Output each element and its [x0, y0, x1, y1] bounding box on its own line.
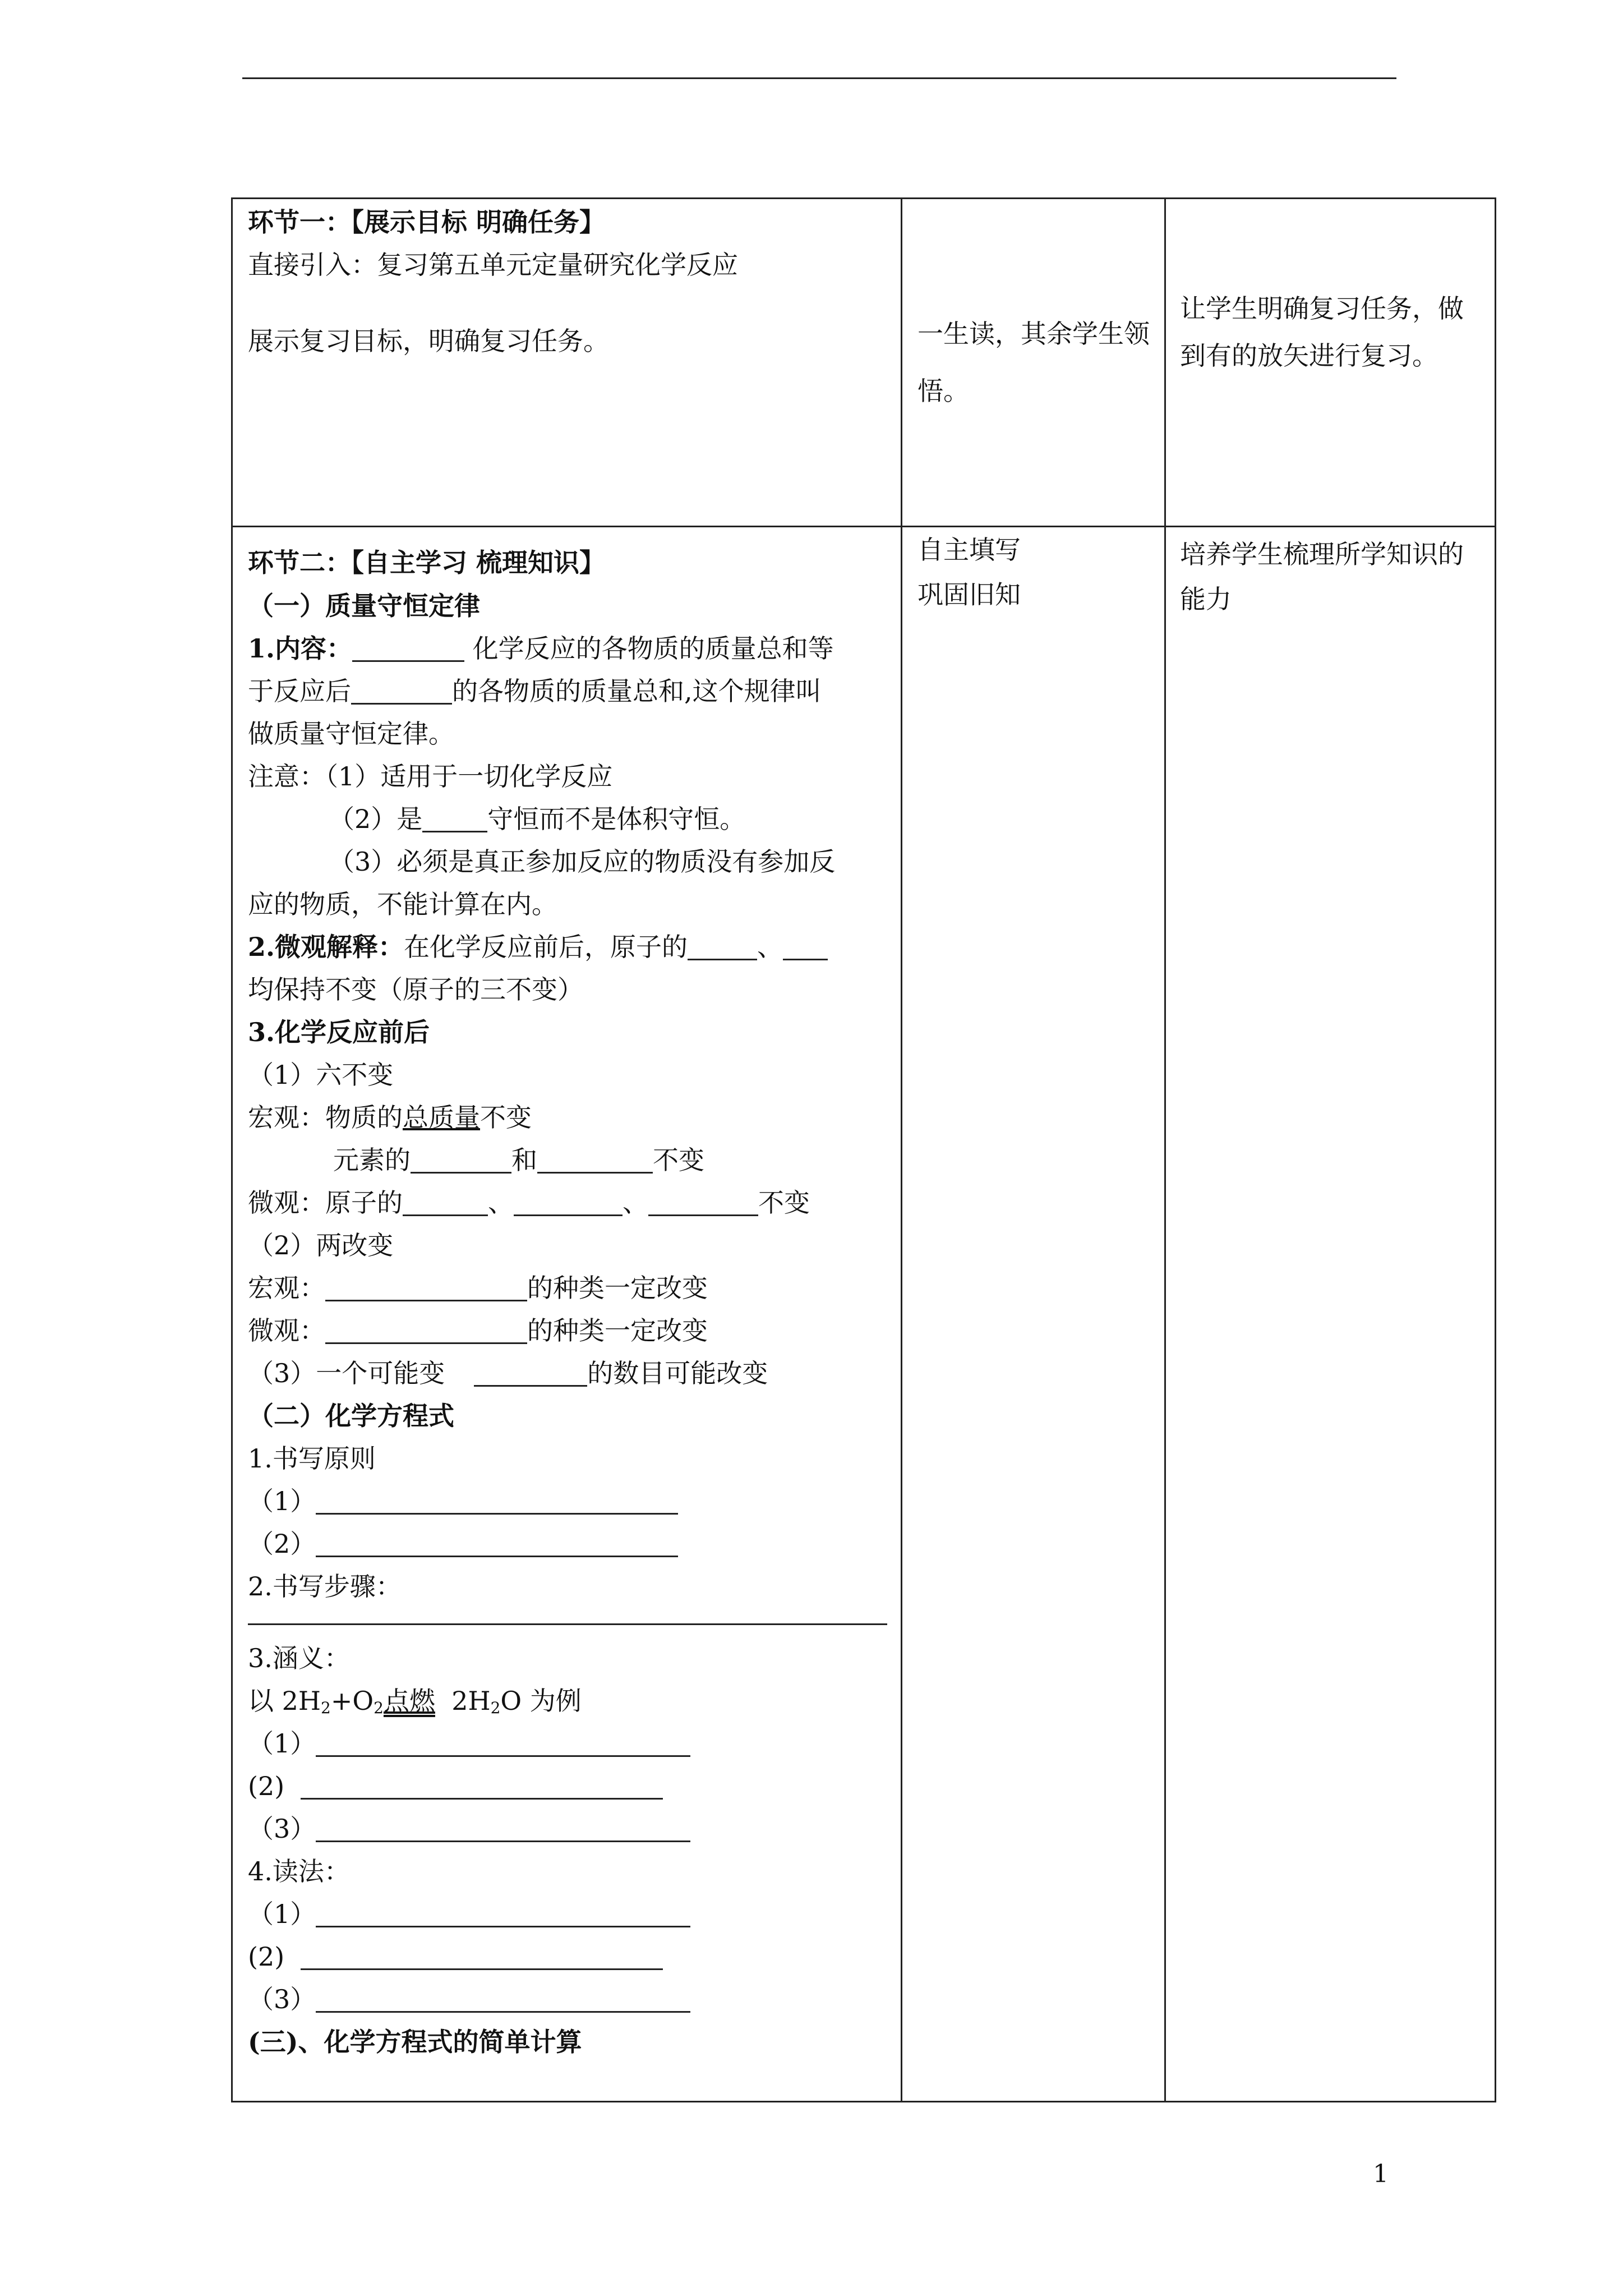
reading-item-1: （1） — [248, 1893, 898, 1935]
equation-example: 以 $2H_2+O_2$点燃 $2H_2O$ 为例 — [248, 1686, 582, 1717]
six-unchanged-title: （1）六不变 — [248, 1060, 394, 1090]
section2-content-cell — [248, 541, 898, 2063]
note-line2: （2）是 守恒而不是体积守恒。 — [329, 804, 746, 834]
meaning-item-1: （1） — [248, 1722, 898, 1765]
meaning-item-2: (2) — [248, 1765, 898, 1807]
micro-line2: 均保持不变（原子的三不变） — [248, 974, 583, 1005]
meaning-item-3: （3） — [248, 1807, 898, 1850]
content-line1: 1.内容： 化学反应的各物质的质量总和等 — [248, 633, 834, 664]
reading-item-3: （3） — [248, 1978, 898, 2021]
part2-title: （二）化学方程式 — [248, 1401, 454, 1431]
content-line3: 做质量守恒定律。 — [248, 719, 454, 749]
section1-line2: 展示复习目标，明确复习任务。 — [248, 326, 609, 356]
section1-student-cell — [917, 305, 1153, 420]
steps-title: 2.书写步骤： — [248, 1571, 402, 1602]
section2-heading: 环节二：【自主学习 梳理知识】 — [248, 547, 606, 578]
reading-title: 4.读法： — [248, 1856, 350, 1887]
two-changes-title: （2）两改变 — [248, 1230, 394, 1260]
two-micro-line: 微观： 的种类一定改变 — [248, 1315, 708, 1346]
section1-heading: 环节一：【展示目标 明确任务】 — [248, 207, 606, 237]
part1-title: （一）质量守恒定律 — [248, 591, 480, 621]
before-after-title: 3.化学反应前后 — [248, 1017, 430, 1047]
section2-intent-cell — [1180, 532, 1488, 622]
note-line3: （3）必须是真正参加反应的物质没有参加反 — [329, 846, 836, 877]
section1-student-activity: 一生读，其余学生领悟。 — [917, 319, 1150, 406]
two-macro-line: 宏观： 的种类一定改变 — [248, 1273, 708, 1303]
section1-design-intent: 让学生明确复习任务，做到有的放矢进行复习。 — [1180, 293, 1464, 371]
micro-six-line: 微观：原子的 、 、 不变 — [248, 1188, 810, 1218]
reading-item-2: (2) — [248, 1935, 898, 1978]
meaning-title: 3.涵义： — [248, 1643, 350, 1673]
section2-student-line2: 巩固旧知 — [917, 579, 1021, 610]
section2-student-cell — [917, 527, 1153, 617]
maybe-change-line: （3）一个可能变 的数目可能改变 — [248, 1358, 768, 1388]
macro-line: 宏观：物质的总质量不变 — [248, 1102, 532, 1133]
note-line1: 注意：（1）适用于一切化学反应 — [248, 761, 613, 792]
page-number: 1 — [1373, 2160, 1389, 2188]
section1-line1: 直接引入：复习第五单元定量研究化学反应 — [248, 250, 738, 280]
note-line4: 应的物质，不能计算在内。 — [248, 889, 557, 919]
section1-content-cell — [248, 201, 893, 362]
lesson-table — [231, 197, 1496, 2102]
element-line: 元素的 和 不变 — [333, 1145, 704, 1175]
section2-student-line1: 自主填写 — [917, 535, 1021, 565]
part3-title: (三)、化学方程式的简单计算 — [248, 2027, 582, 2057]
principle-item-1: （1） — [248, 1480, 898, 1522]
header-rule — [242, 77, 1396, 79]
steps-answer-line — [248, 1608, 898, 1637]
principle-item-2: （2） — [248, 1522, 898, 1565]
section2-design-intent: 培养学生梳理所学知识的能力 — [1180, 539, 1464, 614]
content-line2: 于反应后 的各物质的质量总和,这个规律叫 — [248, 676, 822, 706]
micro-line1: 2.微观解释：在化学反应前后，原子的 、 — [248, 926, 898, 968]
principle-title: 1.书写原则 — [248, 1443, 376, 1474]
section1-intent-cell — [1180, 285, 1488, 379]
